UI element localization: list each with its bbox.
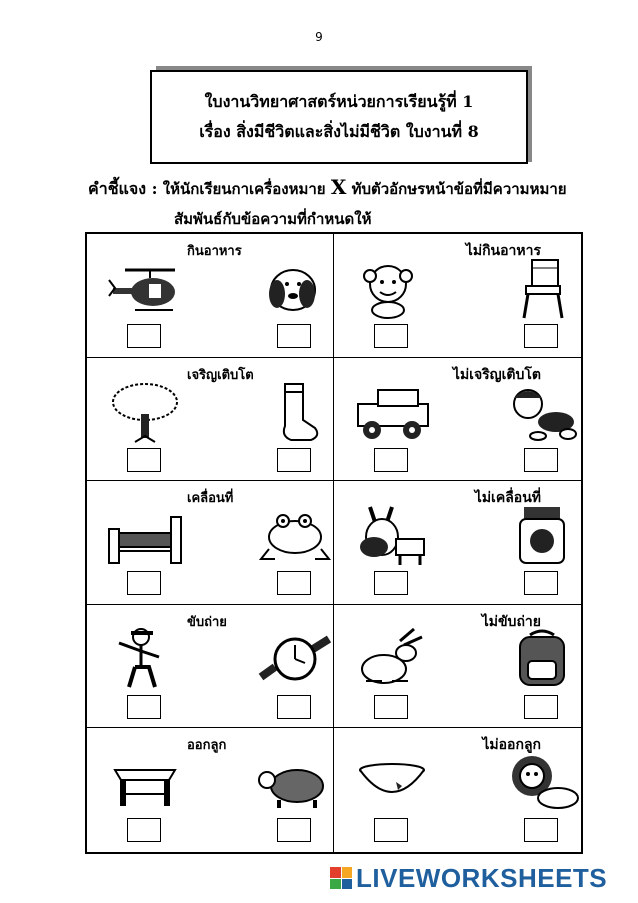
answer-box[interactable] [374,571,408,595]
tree-icon [105,380,185,444]
answer-box[interactable] [374,818,408,842]
answer-box[interactable] [127,324,161,348]
cell-not-eat [334,234,581,358]
cell-label: ไม่ขับถ่าย [481,613,541,630]
cell-label: ไม่ออกลูก [482,737,541,754]
answer-box[interactable] [277,818,311,842]
monkey-icon [352,256,432,320]
answer-box[interactable] [277,448,311,472]
title-line-1: ใบงานวิทยาศาสตร์หน่วยการเรียนรู้ที่ 1 [204,92,474,111]
page-number: 9 [315,30,323,44]
cell-label: เจริญเติบโต [187,367,254,383]
cell-label: ไม่กินอาหาร [465,243,541,259]
answer-box[interactable] [524,695,558,719]
chair-icon [502,256,582,320]
cell-eat [87,234,334,358]
answer-box[interactable] [127,571,161,595]
cell-not-move [334,481,581,605]
instruction-text-before: ให้นักเรียนกาเครื่องหมาย [162,180,326,198]
rabbit-icon [352,627,432,691]
answer-box[interactable] [127,695,161,719]
title-box [150,70,528,164]
answer-box[interactable] [374,448,408,472]
boy-icon [105,627,185,691]
cell-move [87,481,334,605]
bowl-icon [352,750,432,814]
answer-box[interactable] [524,324,558,348]
answer-box[interactable] [127,818,161,842]
cell-label: กินอาหาร [187,244,242,259]
liveworksheets-logo-text: LIVEWORKSHEETS [356,862,608,893]
answer-box[interactable] [524,448,558,472]
instruction-mark: X [330,175,347,199]
backpack-icon [502,627,582,691]
stool-icon [105,750,185,814]
cell-give-birth [87,728,334,852]
jar-icon [502,503,582,567]
answer-box[interactable] [277,695,311,719]
baby-icon [502,380,582,444]
donkey-icon [352,503,432,567]
cell-not-give-birth [334,728,581,852]
cell-label: ออกลูก [187,738,227,754]
cell-not-excrete [334,605,581,729]
lion-icon [502,750,582,814]
liveworksheets-logo [330,862,607,894]
instruction-label: คำชี้แจง : [88,179,158,198]
cell-not-grow [334,358,581,482]
instruction [88,172,608,234]
frog-icon [255,503,335,567]
cell-label: ไม่เคลื่อนที่ [474,490,541,507]
cell-label: ขับถ่าย [187,614,227,630]
jeep-icon [352,380,432,444]
watch-icon [255,627,335,691]
bed-icon [105,503,185,567]
sock-icon [255,380,335,444]
instruction-line-2: สัมพันธ์กับข้อความที่กำหนดให้ [174,210,372,228]
instruction-text-after: ทับตัวอักษรหน้าข้อที่มีความหมาย [351,180,567,198]
answer-box[interactable] [277,324,311,348]
answer-box[interactable] [374,695,408,719]
answer-box[interactable] [374,324,408,348]
cell-grow [87,358,334,482]
answer-box[interactable] [524,571,558,595]
liveworksheets-logo-icon [330,867,352,889]
answer-box[interactable] [524,818,558,842]
answer-box[interactable] [277,571,311,595]
dog-icon [255,256,335,320]
answer-box[interactable] [127,448,161,472]
cell-label: เคลื่อนที่ [187,491,234,507]
helicopter-icon [105,256,185,320]
worksheet-grid [85,232,583,854]
title-line-2: เรื่อง สิ่งมีชีวิตและสิ่งไม่มีชีวิต ใบงานที่ 8 [199,122,479,141]
cell-label: ไม่เจริญเติบโต [452,366,541,383]
turtle-icon [255,750,335,814]
cell-excrete [87,605,334,729]
